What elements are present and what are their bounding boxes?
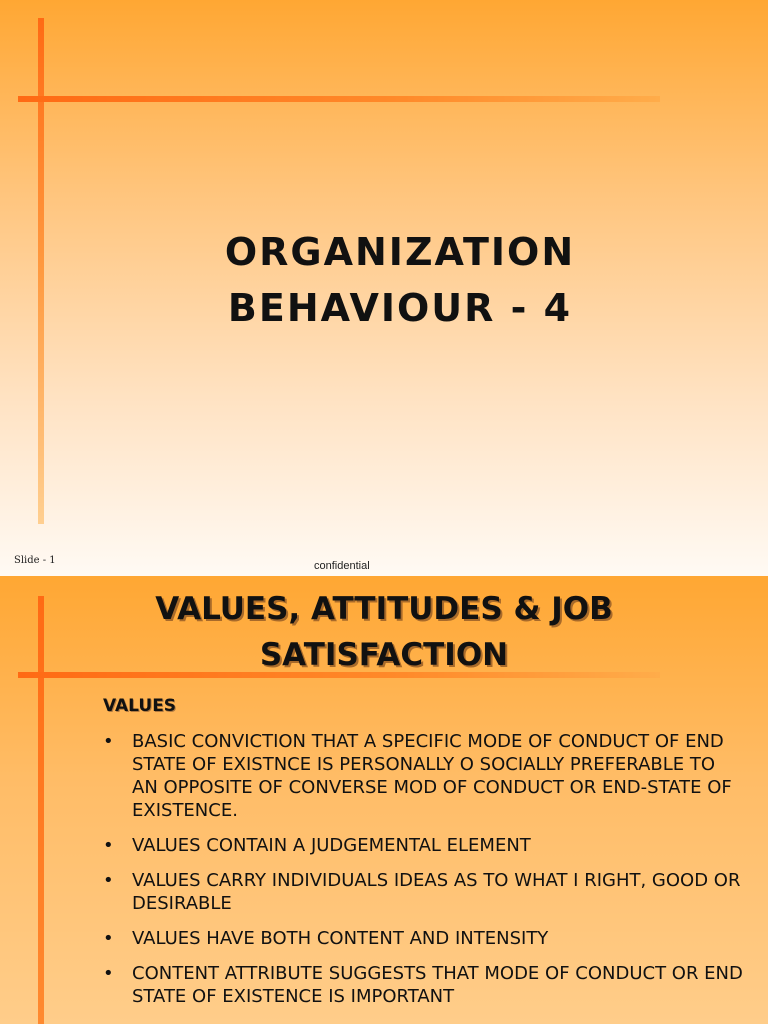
slide-number: Slide - 1 — [14, 555, 56, 566]
bullet-text: CONTENT ATTRIBUTE SUGGESTS THAT MODE OF CONDUCT OR END STATE OF EXISTENCE IS IMPORTANT — [132, 963, 743, 1007]
bullet-item — [103, 730, 743, 822]
bullet-dot-icon: • — [103, 963, 114, 984]
bullet-text: VALUES CARRY INDIVIDUALS IDEAS AS TO WHAT I RIGHT, GOOD OR DESIRABLE — [132, 870, 741, 914]
slide-1-title — [0, 224, 768, 336]
bullet-dot-icon: • — [103, 835, 114, 856]
bullet-dot-icon: • — [103, 870, 114, 891]
slide-1-title-line-1: ORGANIZATION — [224, 230, 576, 274]
bullet-text: VALUES HAVE BOTH CONTENT AND INTENSITY — [132, 928, 549, 949]
slide-1-horizontal-rule — [18, 96, 660, 102]
bullet-dot-icon: • — [103, 928, 114, 949]
footer-confidential: confidential — [314, 560, 370, 572]
section-heading-values: VALUES — [103, 696, 177, 716]
bullet-item — [103, 927, 743, 950]
bullet-text: BASIC CONVICTION THAT A SPECIFIC MODE OF CONDUCT OF END STATE OF EXISTNCE IS PERSONALLY O SOCIALLY PREFERABLE TO AN OPPOSITE OF CONVERSE MOD OF CONDUCT OR END-STATE OF EXISTENCE. — [132, 731, 732, 821]
slide-2-title-line-1: VALUES, ATTITUDES & JOB — [155, 591, 613, 627]
slide-2-title-line-2: SATISFACTION — [259, 637, 509, 673]
slide-2-title — [0, 586, 768, 678]
bullet-dot-icon: • — [103, 731, 114, 752]
bullet-item — [103, 834, 743, 857]
slide-1-title-line-2: BEHAVIOUR - 4 — [227, 286, 573, 330]
slide-2 — [0, 576, 768, 1024]
bullet-list — [103, 730, 743, 1020]
bullet-item — [103, 962, 743, 1008]
bullet-text: VALUES CONTAIN A JUDGEMENTAL ELEMENT — [132, 835, 531, 856]
bullet-item — [103, 869, 743, 915]
